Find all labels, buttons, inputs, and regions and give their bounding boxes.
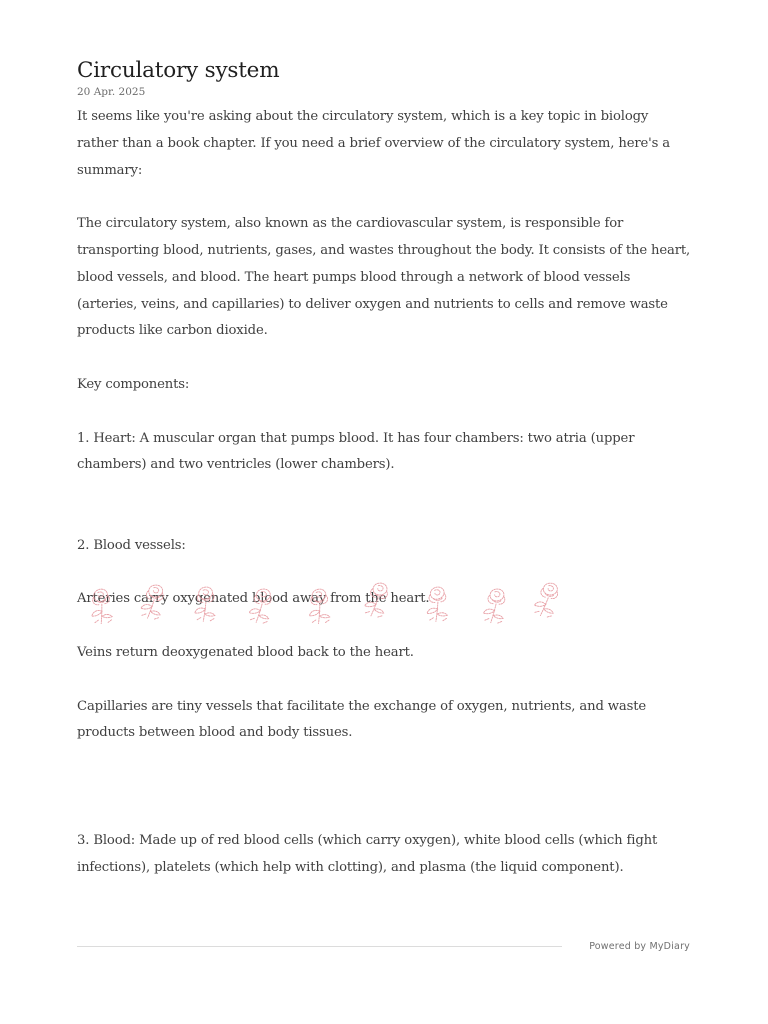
entry-date: 20 Apr. 2025 <box>77 86 146 98</box>
paragraph-capillaries: Capillaries are tiny vessels that facilitate the exchange of oxygen, nutrients, and waste products between blood and body tissues. <box>77 698 647 741</box>
spacer <box>77 184 692 211</box>
footer-divider <box>77 946 562 947</box>
paragraph-overview: The circulatory system, also known as the cardiovascular system, is responsible for transporting blood, nutrients, gases, and wastes throughout the body. It consists of the heart, blood vessels, and blood. The heart pumps blood through a network of blood vessels (arteries, veins, and capillaries) to deliver oxygen and nutrients to cells and remove waste products like carbon dioxide. <box>77 216 691 339</box>
paragraph-blood: 3. Blood: Made up of red blood cells (which carry oxygen), white blood cells (which fight infections), platelets (which help with clotting), and plasma (the liquid component). <box>77 832 658 875</box>
entry-title: Circulatory system <box>77 58 280 83</box>
paragraph-key-components: Key components: <box>77 376 190 392</box>
spacer <box>77 667 692 694</box>
paragraph-blood-vessels: 2. Blood vessels: <box>77 537 186 553</box>
footer-powered-by: Powered by MyDiary <box>589 941 690 952</box>
entry-body <box>77 104 692 881</box>
spacer <box>77 560 692 587</box>
paragraph-heart: 1. Heart: A muscular organ that pumps blood. It has four chambers: two atria (upper chambers) and two ventricles (lower chambers). <box>77 430 635 473</box>
spacer <box>77 613 692 640</box>
spacer <box>77 345 692 372</box>
diary-entry <box>77 56 692 881</box>
paragraph-arteries: Arteries carry oxygenated blood away from the heart. <box>77 591 430 607</box>
spacer <box>77 399 692 426</box>
spacer <box>77 747 692 801</box>
paragraph-veins: Veins return deoxygenated blood back to the heart. <box>77 644 414 660</box>
spacer <box>77 479 692 533</box>
spacer <box>77 801 692 828</box>
paragraph-intro: It seems like you're asking about the circulatory system, which is a key topic in biology rather than a book chapter. If you need a brief overview of the circulatory system, here's a summary: <box>77 109 671 178</box>
